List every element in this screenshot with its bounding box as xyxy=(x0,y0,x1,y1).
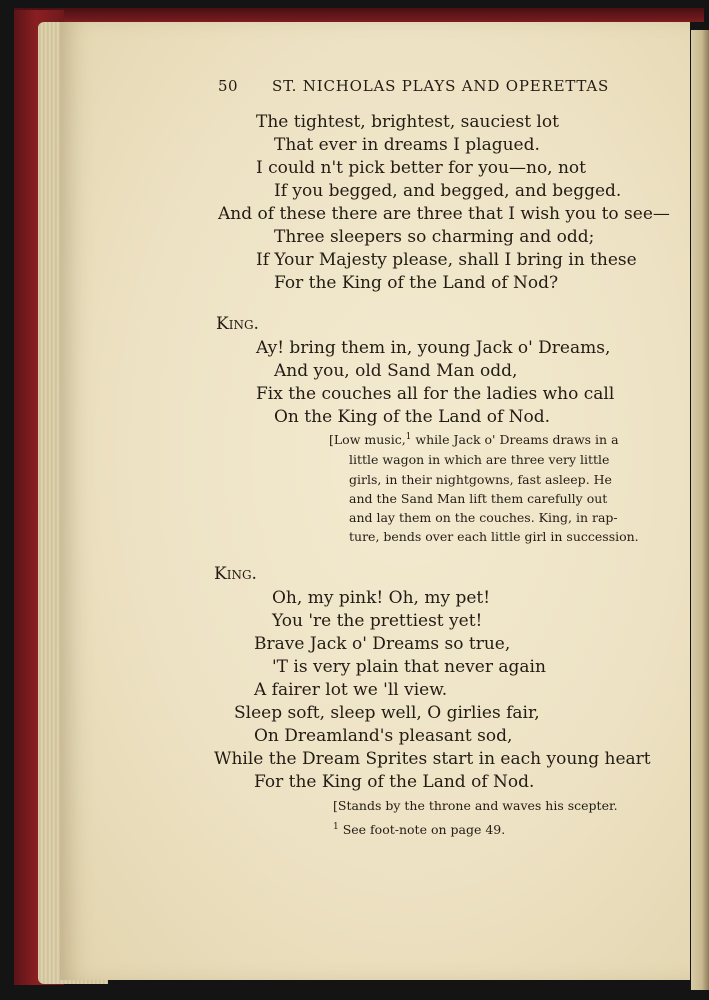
footnote-marker: 1 xyxy=(333,822,339,832)
verse-line: Sleep soft, sleep well, O girlies fair, xyxy=(234,703,540,723)
verse-line: On Dreamland's pleasant sod, xyxy=(254,726,513,746)
verse-line: Fix the couches all for the ladies who call xyxy=(256,384,615,404)
verse-line: For the King of the Land of Nod? xyxy=(274,273,559,293)
verse-line: Brave Jack o' Dreams so true, xyxy=(254,634,511,654)
verse-line: If Your Majesty please, shall I bring in these xyxy=(256,250,637,270)
page-number: 50 xyxy=(218,77,239,95)
verse-line: The tightest, brightest, sauciest lot xyxy=(256,112,559,132)
verse-line: While the Dream Sprites start in each young heart xyxy=(214,749,651,769)
running-title: ST. NICHOLAS PLAYS AND OPERETTAS xyxy=(272,77,610,95)
verse-line: If you begged, and begged, and begged. xyxy=(274,181,622,201)
stage-direction-line: and the Sand Man lift them carefully out xyxy=(349,491,608,506)
footnote-marker: 1 xyxy=(405,432,412,442)
speaker-name: King. xyxy=(214,564,257,584)
verse-line: That ever in dreams I plagued. xyxy=(274,135,540,155)
verse-line: Oh, my pink! Oh, my pet! xyxy=(272,588,491,608)
verse-line: And you, old Sand Man odd, xyxy=(274,361,518,381)
verse-line: For the King of the Land of Nod. xyxy=(254,772,535,792)
verse-line: 'T is very plain that never again xyxy=(272,657,546,677)
verse-line: On the King of the Land of Nod. xyxy=(274,407,551,427)
stage-direction-line: [Low music,$^1$ while Jack o' Dreams draws in a xyxy=(329,432,619,448)
verse-line: I could n't pick better for you—no, not xyxy=(256,158,586,178)
stage-direction-line: girls, in their nightgowns, fast asleep. He xyxy=(349,472,612,487)
stage-direction-line: ture, bends over each little girl in succession. xyxy=(349,529,639,544)
verse-line: Ay! bring them in, young Jack o' Dreams, xyxy=(256,338,611,358)
verse-line: Three sleepers so charming and odd; xyxy=(274,227,595,247)
speaker-name: King. xyxy=(216,314,259,334)
verse-line: And of these there are three that I wish you to see— xyxy=(218,204,670,224)
next-page-edge xyxy=(691,30,709,990)
stage-direction-line: little wagon in which are three very little xyxy=(349,452,610,467)
cover-top-edge xyxy=(14,8,704,22)
verse-line: A fairer lot we 'll view. xyxy=(254,680,448,700)
stage-direction-line: and lay them on the couches. King, in rap- xyxy=(349,510,618,525)
verse-line: You 're the prettiest yet! xyxy=(272,611,483,631)
stage-direction-line: [Stands by the throne and waves his scepter. xyxy=(333,798,618,813)
footnote: $^1$ See foot-note on page 49. xyxy=(333,822,506,838)
